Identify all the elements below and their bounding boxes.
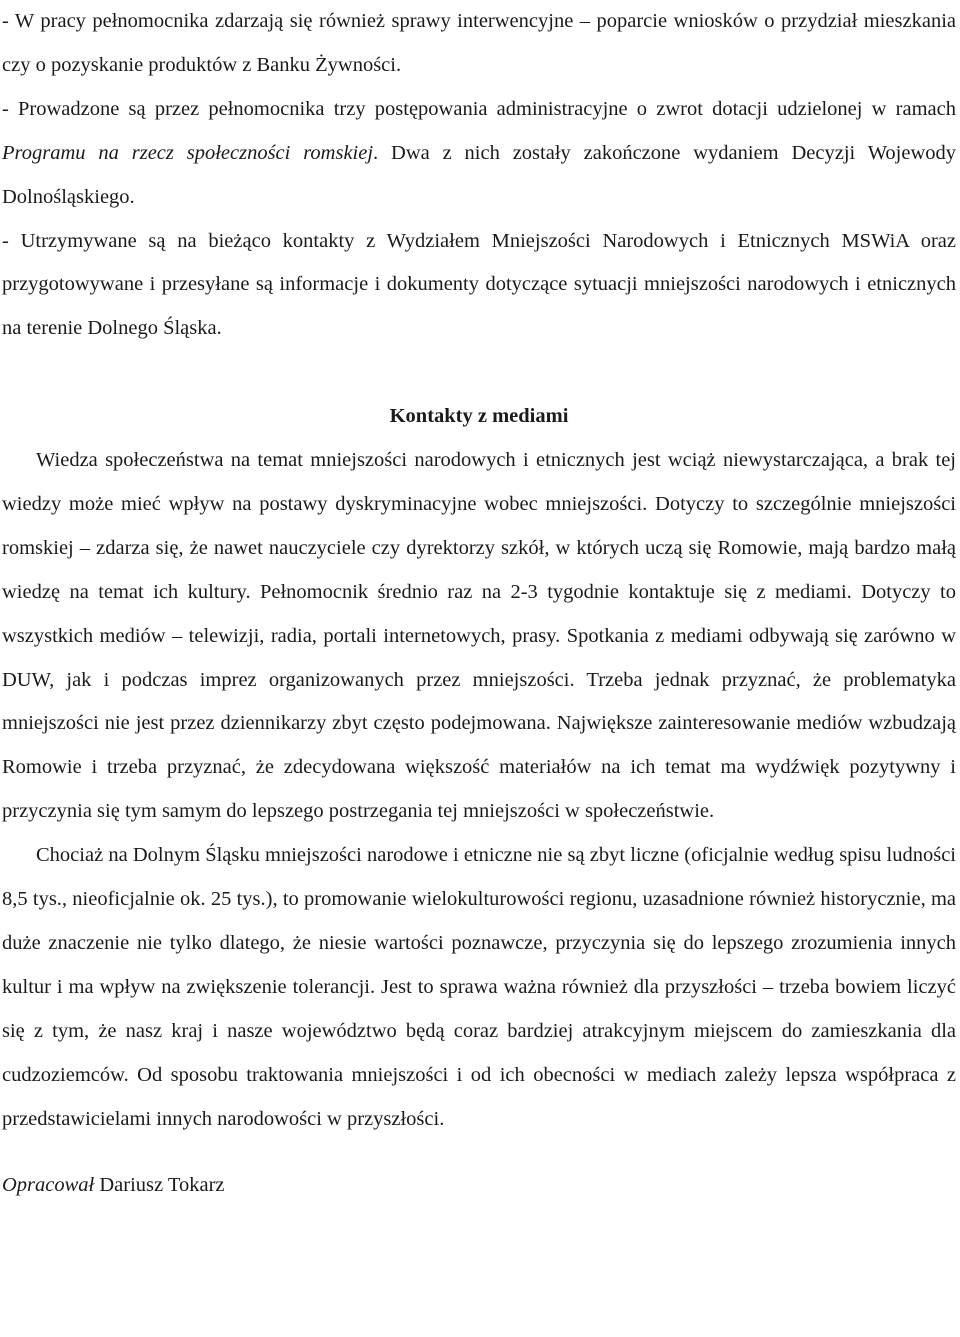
paragraph-ministry-contacts: - Utrzymywane są na bieżąco kontakty z Wydziałem Mniejszości Narodowych i Etnicznych MSWiA oraz przygotowywane i przesyłane są informacje i dokumenty dotyczące sytuacji mniejszości narodowych i etnicznych na terenie Dolnego Śląska. (2, 229, 956, 340)
paragraph-media-knowledge: Wiedza społeczeństwa na temat mniejszości narodowych i etnicznych jest wciąż niewystarczająca, a brak tej wiedzy może mieć wpływ na postawy dyskryminacyjne wobec mniejszości. Dotyczy to szczególnie mniejszości romskiej – zdarza się, że nawet nauczyciele czy dyrektorzy szkół, w których uczą się Romowie, mają bardzo małą wiedzę na temat ich kultury. Pełnomocnik średnio raz na 2-3 tygodnie kontaktuje się z mediami. Dotyczy to wszystkich mediów – telewizji, radia, portali internetowych, prasy. Spotkania z mediami odbywają się zarówno w DUW, jak i podczas imprez organizowanych przez mniejszości. Trzeba jednak przyznać, że problematyka mniejszości nie jest przez dziennikarzy zbyt często podejmowana. Największe zainteresowanie mediów wzbudzają Romowie i trzeba przyznać, że zdecydowana większość materiałów na ich temat ma wydźwięk pozytywny i przyczynia się tym samym do lepszego postrzegania tej mniejszości w społeczeństwie. (2, 449, 956, 823)
prepared-by-label: Opracował (2, 1173, 95, 1196)
paragraph-multiculturalism: Chociaż na Dolnym Śląsku mniejszości narodowe i etniczne nie są zbyt liczne (oficjalnie według spisu ludności 8,5 tys., nieoficjalnie ok. 25 tys.), to promowanie wielokulturowości regionu, uzasadnione również historycznie, ma duże znaczenie nie tylko dlatego, że niesie wartości poznawcze, przyczynia się do lepszego zrozumienia innych kultur i ma wpływ na zwiększenie tolerancji. Jest to sprawa ważna również dla przyszłości – trzeba bowiem liczyć się z tym, że nasz kraj i nasze województwo będą coraz bardziej atrakcyjnym miejscem do zamieszkania dla cudzoziemców. Od sposobu traktowania mniejszości i od ich obecności w mediach zależy lepsza współpraca z przedstawicielami innych narodowości w przyszłości. (2, 844, 956, 1130)
author-line (2, 1164, 956, 1208)
section-spacer (2, 351, 956, 395)
document-page (2, 0, 956, 1207)
section-heading: Kontakty z mediami (389, 405, 569, 428)
author-name: Dariusz Tokarz (99, 1173, 225, 1196)
paragraph-text-before: - Prowadzone są przez pełnomocnika trzy postępowania administracyjne o zwrot dotacji udzielonej w ramach (2, 97, 956, 120)
paragraph-text-after: . Dwa z nich zostały zakończone wydaniem Decyzji Wojewody Dolnośląskiego. (2, 141, 956, 208)
program-name: Programu na rzecz społeczności romskiej (2, 141, 374, 164)
paragraph-administrative-proceedings (2, 88, 956, 220)
paragraph-interventions: - W pracy pełnomocnika zdarzają się również sprawy interwencyjne – poparcie wniosków o przydział mieszkania czy o pozyskanie produktów z Banku Żywności. (2, 10, 956, 76)
footer-spacer (2, 1142, 956, 1164)
